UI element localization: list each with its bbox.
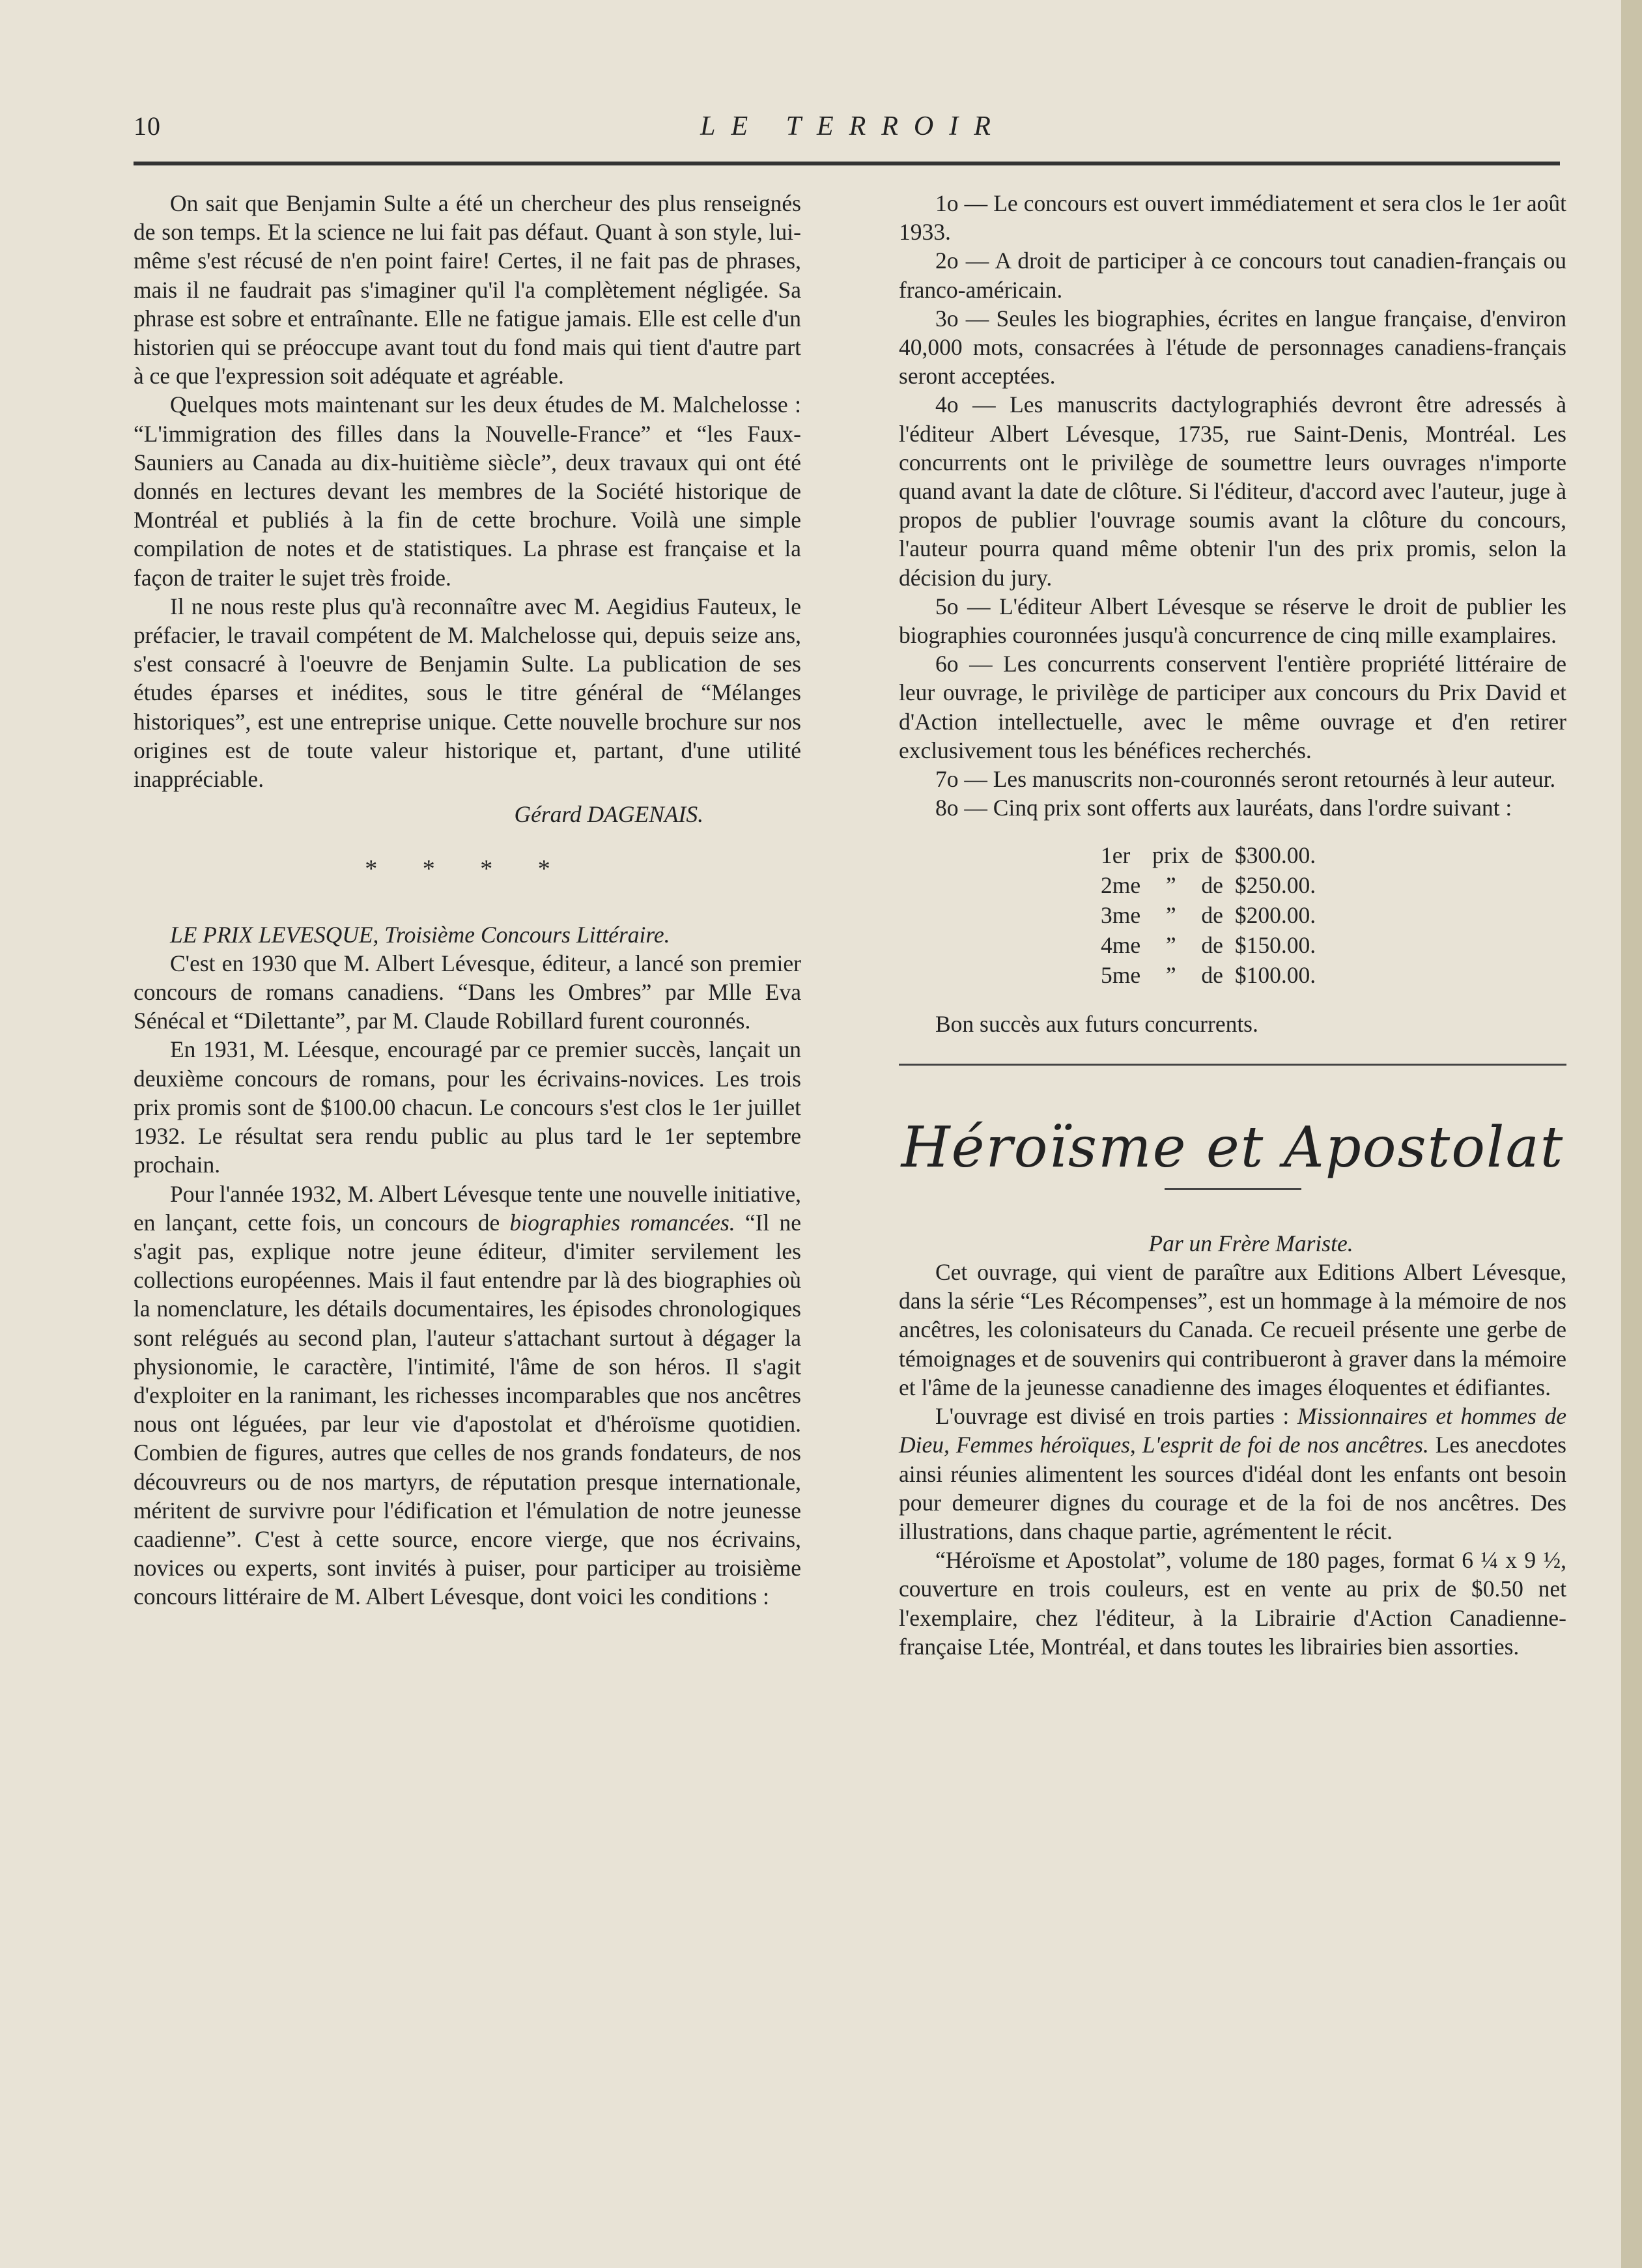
left-column <box>134 189 801 1611</box>
prize-de: de <box>1201 872 1223 899</box>
condition-5: 5o — L'éditeur Albert Lévesque se réserve le droit de publier les biographies couronnées jusqu'à concurrence de cinq mille examplaires. <box>899 593 1566 649</box>
prize-amount: $300.00. <box>1234 842 1316 869</box>
condition-1: 1o — Le concours est ouvert immédiatement et sera clos le 1er août 1933. <box>899 190 1566 246</box>
article-paragraph-1: Cet ouvrage, qui vient de paraître aux Editions Albert Lévesque, dans la série “Les Récompenses”, est un hommage à la mémoire de nos ancêtres, les colonisateurs du Canada. Ce recueil présente une gerbe de témoignages et de souvenirs qui contribueront à graver dans la mémoire et l'âme de la jeunesse canadienne des images éloquentes et édifiantes. <box>899 1259 1566 1400</box>
prize-row <box>1101 960 1316 990</box>
prize-table <box>1101 840 1316 990</box>
prize-amount: $150.00. <box>1234 932 1316 959</box>
prize-word: ” <box>1165 872 1176 899</box>
header-rule <box>134 162 1560 165</box>
section-separator: * * * * <box>365 855 570 883</box>
title-rule <box>1165 1188 1301 1190</box>
text-run: Pour l'année 1932, M. Albert Lévesque tente une nouvelle initiative, en lançant, cette fois, un concours de <box>134 1180 801 1236</box>
article-title: Héroïsme et Apostolat <box>901 1114 1564 1180</box>
byline: Par un Frère Mariste. <box>1148 1230 1353 1256</box>
prize-amount: $100.00. <box>1234 962 1316 989</box>
article-paragraph-2 <box>899 1402 1566 1546</box>
signature: Gérard DAGENAIS. <box>514 801 703 828</box>
paragraph-second-contest: En 1931, M. Léesque, encouragé par ce premier succès, lançait un deuxième concours de romans, pour les écrivains-novices. Les trois prix promis sont de $100.00 chacun. Le concours s'est clos le 1er juillet 1932. Le résultat sera rendu public au plus tard le 1er septembre prochain. <box>134 1036 801 1178</box>
prize-rank: 3me <box>1101 902 1141 929</box>
page-header <box>134 111 1560 150</box>
right-column <box>899 189 1566 1661</box>
condition-2: 2o — A droit de participer à ce concours tout canadien-français ou franco-américain. <box>899 248 1566 303</box>
prize-row <box>1101 900 1316 930</box>
text-run: “Il ne s'agit pas, explique notre jeune éditeur, d'imiter servilement les collections européennes. Mais il faut entendre par là des biographies où la nomenclature, les détails documentaires, les épisodes chronologiques sont relégués au second plan, l'auteur s'attachant surtout à dégager la physionomie, le caractère, l'intimité, l'âme de son héros. Il s'agit d'exploiter en la ranimant, les richesses incomparables que nos ancêtres nous ont léguées, par leur vie d'apostolat et d'héroïsme quotidien. Combien de figures, autres que celles de nos grands fondateurs, de nos découvreurs ou de nos martyrs, de réputation presque internationale, méritent de survivre pour l'édification et l'émulation de notre jeunesse caadienne”. C'est à cette source, encore vierge, que nos écrivains, novices ou experts, sont invités à puiser, pour participer au troisième concours littéraire de M. Albert Lévesque, dont voici les conditions : <box>134 1209 802 1610</box>
prize-row <box>1101 930 1316 960</box>
italic-run: Missionnaires et hommes de Dieu, Femmes héroïques, L'esprit de foi de nos ancêtres. <box>899 1403 1566 1458</box>
text-run: L'ouvrage est divisé en trois parties : <box>935 1403 1297 1430</box>
prize-row <box>1101 840 1316 870</box>
prize-rank: 2me <box>1101 872 1141 899</box>
prize-amount: $200.00. <box>1234 902 1316 929</box>
prize-rank: 4me <box>1101 932 1141 959</box>
prize-de: de <box>1201 902 1223 929</box>
page-edge <box>1621 0 1642 2268</box>
paragraph-first-contest: C'est en 1930 que M. Albert Lévesque, éditeur, a lancé son premier concours de romans canadiens. “Dans les Ombres” par Mlle Eva Sénécal et “Dilettante”, par M. Claude Robillard furent couronnés. <box>134 950 801 1034</box>
paragraph-third-contest <box>134 1180 801 1611</box>
running-title: LE TERROIR <box>700 111 1006 141</box>
prize-de: de <box>1201 962 1223 989</box>
condition-6: 6o — Les concurrents conservent l'entière propriété littéraire de leur ouvrage, le privilège de participer aux concours du Prix David et d'Action intellectuelle, avec le même ouvrage et d'en retirer exclusivement tous les bénéfices recherchés. <box>899 651 1566 763</box>
section-title-prix-levesque: LE PRIX LEVESQUE, Troisième Concours Littéraire. <box>170 921 670 948</box>
prize-rank: 1er <box>1101 842 1131 869</box>
prize-de: de <box>1201 932 1223 959</box>
italic-run: biographies romancées. <box>509 1209 735 1236</box>
condition-4: 4o — Les manuscrits dactylographiés devront être adressés à l'éditeur Albert Lévesque, 1735, rue Saint-Denis, Montréal. Les concurrents ont le privilège de soumettre leurs ouvrages n'importe quand avant la date de clôture. Si l'éditeur, d'accord avec l'auteur, juge à propos de publier l'ouvrage soumis avant la clôture du concours, l'auteur pourra quand même obtenir l'un des prix promis, selon la décision du jury. <box>899 391 1566 591</box>
closing-line: Bon succès aux futurs concurrents. <box>935 1011 1258 1038</box>
prize-word: ” <box>1165 962 1176 989</box>
condition-3: 3o — Seules les biographies, écrites en langue française, d'environ 40,000 mots, consacrées à l'étude de personnages canadiens-français seront acceptées. <box>899 305 1566 390</box>
section-rule <box>899 1064 1566 1066</box>
paragraph-conclusion: Il ne nous reste plus qu'à reconnaître avec M. Aegidius Fauteux, le préfacier, le travail compétent de M. Malchelosse qui, depuis seize ans, s'est consacré à l'oeuvre de Benjamin Sulte. La publication de ses études éparses et inédites, sous le titre général de “Mélanges historiques”, est une entreprise unique. Cette nouvelle brochure sur nos origines est de toute valeur historique et, partant, d'une utilité inappréciable. <box>134 593 801 793</box>
page-number: 10 <box>134 111 161 141</box>
prize-word: prix <box>1152 842 1190 869</box>
prize-de: de <box>1201 842 1223 869</box>
condition-7: 7o — Les manuscrits non-couronnés seront retournés à leur auteur. <box>935 766 1556 793</box>
prize-rank: 5me <box>1101 962 1141 989</box>
condition-8: 8o — Cinq prix sont offerts aux lauréats, dans l'ordre suivant : <box>935 795 1512 821</box>
prize-word: ” <box>1165 902 1176 929</box>
paragraph-sulte-style: On sait que Benjamin Sulte a été un chercheur des plus renseignés de son temps. Et la science ne lui fait pas défaut. Quant à son style, lui-même s'est récusé de n'en point faire! Certes, il ne fait pas de phrases, mais il ne faudrait pas s'imaginer qu'il l'a complètement négligée. Sa phrase est sobre et entraînante. Elle ne fatigue jamais. Elle est celle d'un historien qui se préoccupe avant tout du fond mais qui tient d'autre part à ce que l'expression soit adéquate et agréable. <box>134 190 801 390</box>
text-run: Les anecdotes ainsi réunies alimentent les sources d'idéal dont les enfants ont besoin pour demeurer dignes du courage et de la foi de nos ancêtres. Des illustrations, dans chaque partie, agrémentent le récit. <box>899 1432 1566 1544</box>
prize-row <box>1101 870 1316 900</box>
article-paragraph-3: “Héroïsme et Apostolat”, volume de 180 pages, format 6 ¼ x 9 ½, couverture en trois couleurs, est en vente au prix de $0.50 net l'exemplaire, chez l'éditeur, à la Librairie d'Action Canadienne-française Ltée, Montréal, et dans toutes les librairies bien assorties. <box>899 1547 1566 1660</box>
prize-word: ” <box>1165 932 1176 959</box>
paragraph-malchelosse-studies: Quelques mots maintenant sur les deux études de M. Malchelosse : “L'immigration des filles dans la Nouvelle-France” et “les Faux-Sauniers au Canada au dix-huitième siècle”, deux travaux qui ont été donnés en lectures devant les membres de la Société historique de Montréal et publiés à la fin de cette brochure. Voilà une simple compilation de notes et de statistiques. La phrase est française et la façon de traiter le sujet très froide. <box>134 391 801 591</box>
prize-amount: $250.00. <box>1234 872 1316 899</box>
